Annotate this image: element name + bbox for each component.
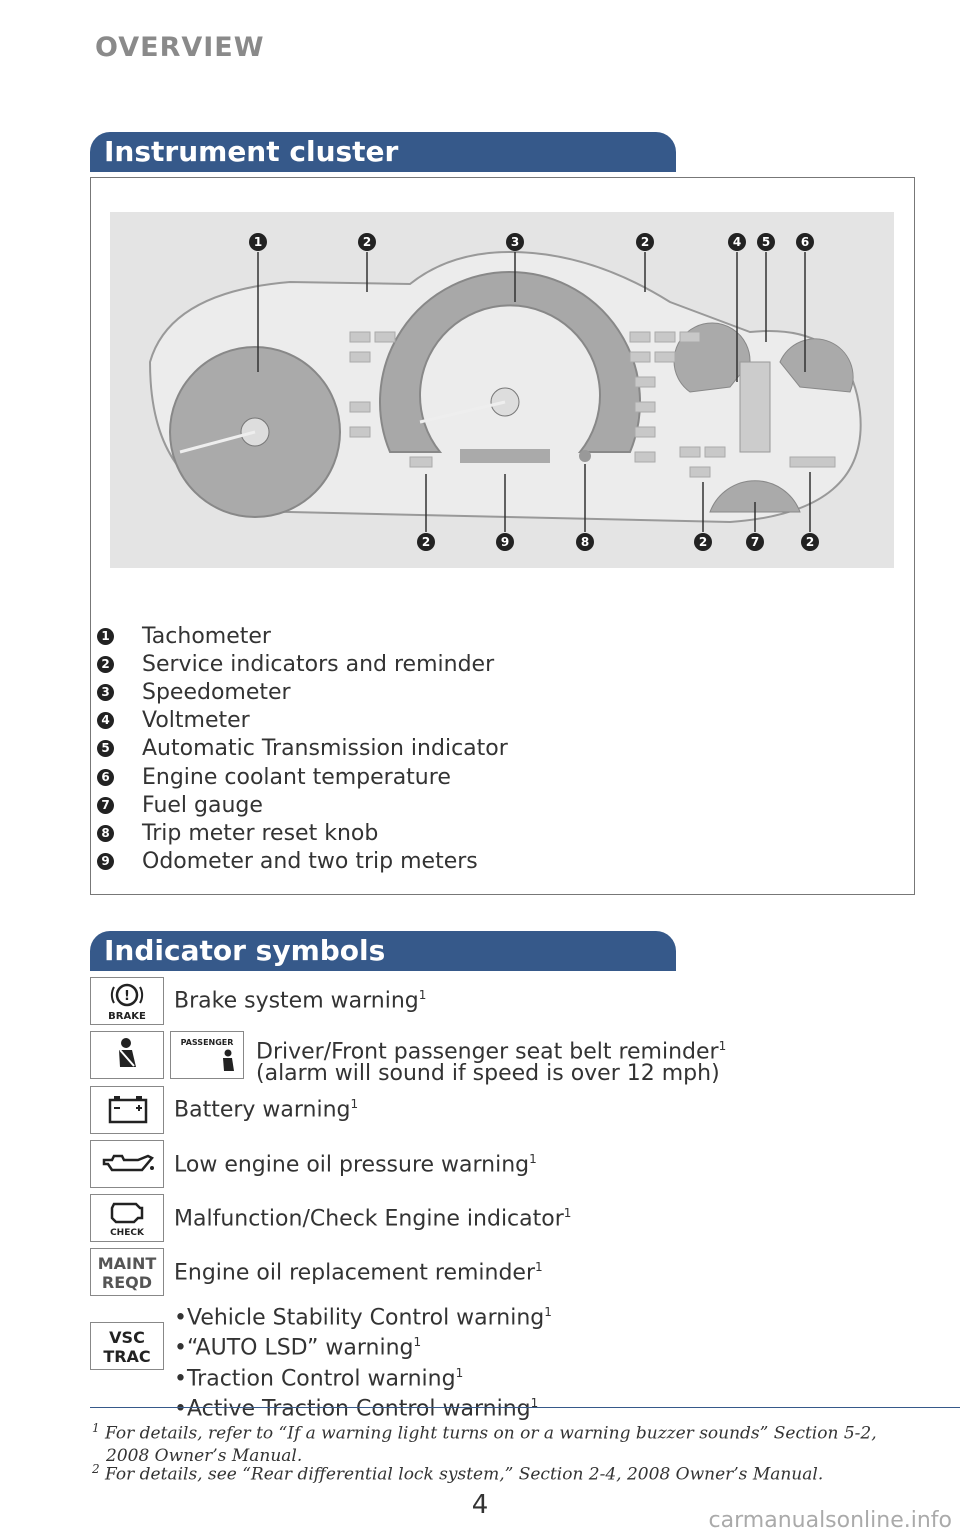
legend-number: 3 (97, 684, 114, 701)
callout-marker (417, 533, 435, 551)
svg-text:2: 2 (362, 235, 372, 249)
legend-label: Trip meter reset knob (142, 820, 379, 846)
callout-marker (506, 233, 524, 251)
page-header-title: OVERVIEW (95, 32, 265, 63)
svg-text:MAINT: MAINT (97, 1254, 157, 1273)
battery-icon (90, 1086, 164, 1134)
legend-item (97, 678, 508, 706)
legend-item (97, 848, 508, 876)
callout-marker (796, 233, 814, 251)
vsc-trac-icon (90, 1322, 164, 1370)
svg-text:VSC: VSC (109, 1328, 145, 1347)
legend-number: 4 (97, 712, 114, 729)
footnote-divider (90, 1407, 960, 1408)
oil-pressure-warning-label: Low engine oil pressure warning$^1$ (174, 1152, 537, 1178)
legend-number: 1 (97, 628, 114, 645)
svg-text:CHECK: CHECK (110, 1228, 144, 1238)
svg-text:PASSENGER: PASSENGER (180, 1038, 234, 1047)
legend-number: 8 (97, 825, 114, 842)
svg-text:TRAC: TRAC (103, 1347, 151, 1366)
legend-label: Voltmeter (142, 708, 250, 734)
svg-text:!: ! (124, 989, 130, 1004)
maint-reqd-icon (90, 1248, 164, 1296)
legend-number: 7 (97, 797, 114, 814)
page-number: 4 (471, 1490, 489, 1520)
brake-warning-label: Brake system warning$^1$ (174, 988, 427, 1014)
legend-item (97, 735, 508, 763)
legend-label: Automatic Transmission indicator (142, 736, 508, 762)
svg-text:5: 5 (761, 235, 771, 249)
auto-lsd-warning-item: •“AUTO LSD” warning$^1$ (174, 1335, 422, 1361)
passenger-seatbelt-icon (170, 1031, 244, 1079)
legend-number: 6 (97, 769, 114, 786)
callout-marker (636, 233, 654, 251)
section-heading-instrument-cluster: Instrument cluster (90, 132, 676, 172)
oil-replacement-reminder-label: Engine oil replacement reminder$^1$ (174, 1260, 543, 1286)
svg-text:2: 2 (640, 235, 650, 249)
seatbelt-icon (90, 1031, 164, 1079)
callout-marker (358, 233, 376, 251)
svg-text:BRAKE: BRAKE (108, 1011, 146, 1022)
callout-marker (728, 233, 746, 251)
svg-text:7: 7 (750, 535, 760, 549)
legend-item (97, 819, 508, 847)
callout-marker (496, 533, 514, 551)
legend-label: Engine coolant temperature (142, 764, 451, 790)
legend-label: Tachometer (142, 623, 271, 649)
brake-warning-icon (90, 977, 164, 1025)
legend-item (97, 650, 508, 678)
seatbelt-reminder-label: Driver/Front passenger seat belt reminder$^1$ (alarm will sound if speed is over 12 mph) (256, 1039, 727, 1087)
check-engine-icon (90, 1194, 164, 1242)
traction-control-warning-item: •Traction Control warning$^1$ (174, 1365, 464, 1391)
check-engine-label: Malfunction/Check Engine indicator$^1$ (174, 1206, 572, 1232)
legend-item (97, 791, 508, 819)
callout-marker (801, 533, 819, 551)
cluster-legend (97, 622, 508, 876)
callout-marker (746, 533, 764, 551)
legend-label: Fuel gauge (142, 792, 263, 818)
svg-text:2: 2 (698, 535, 708, 549)
active-traction-control-warning-item: •Active Traction Control warning$^1$ (174, 1395, 539, 1422)
callout-marker (757, 233, 775, 251)
callout-marker (576, 533, 594, 551)
legend-number: 5 (97, 740, 114, 757)
oil-can-icon (90, 1140, 164, 1188)
instrument-cluster-illustration (110, 212, 894, 568)
section-heading-indicator-symbols: Indicator symbols (90, 931, 676, 971)
footnote-1: $^1$ For details, refer to “If a warning light turns on or a warning buzzer sounds” Section 5-2, 2008 Owner’s Manual. (92, 1421, 877, 1466)
legend-number: 2 (97, 656, 114, 673)
svg-text:2: 2 (421, 535, 431, 549)
svg-text:2: 2 (805, 535, 815, 549)
svg-text:6: 6 (800, 235, 810, 249)
legend-label: Speedometer (142, 679, 291, 705)
svg-text:1: 1 (253, 235, 263, 249)
legend-item (97, 763, 508, 791)
footnote-2: $^2$ For details, see “Rear differential lock system,” Section 2-4, 2008 Owner’s Manual. (92, 1462, 824, 1485)
vsc-trac-warning-list (174, 1300, 552, 1421)
svg-text:8: 8 (580, 535, 590, 549)
legend-label: Service indicators and reminder (142, 651, 495, 677)
svg-text:3: 3 (510, 235, 520, 249)
svg-text:9: 9 (500, 535, 510, 549)
battery-warning-label: Battery warning$^1$ (174, 1097, 359, 1123)
vsc-warning-item: •Vehicle Stability Control warning$^1$ (174, 1305, 552, 1331)
legend-item (97, 622, 508, 650)
callout-marker (249, 233, 267, 251)
legend-label: Odometer and two trip meters (142, 849, 478, 875)
watermark: carmanualsonline.info (708, 1508, 952, 1533)
legend-item (97, 707, 508, 735)
legend-number: 9 (97, 853, 114, 870)
callout-marker (694, 533, 712, 551)
svg-text:REQD: REQD (101, 1273, 153, 1292)
svg-text:4: 4 (732, 235, 742, 249)
